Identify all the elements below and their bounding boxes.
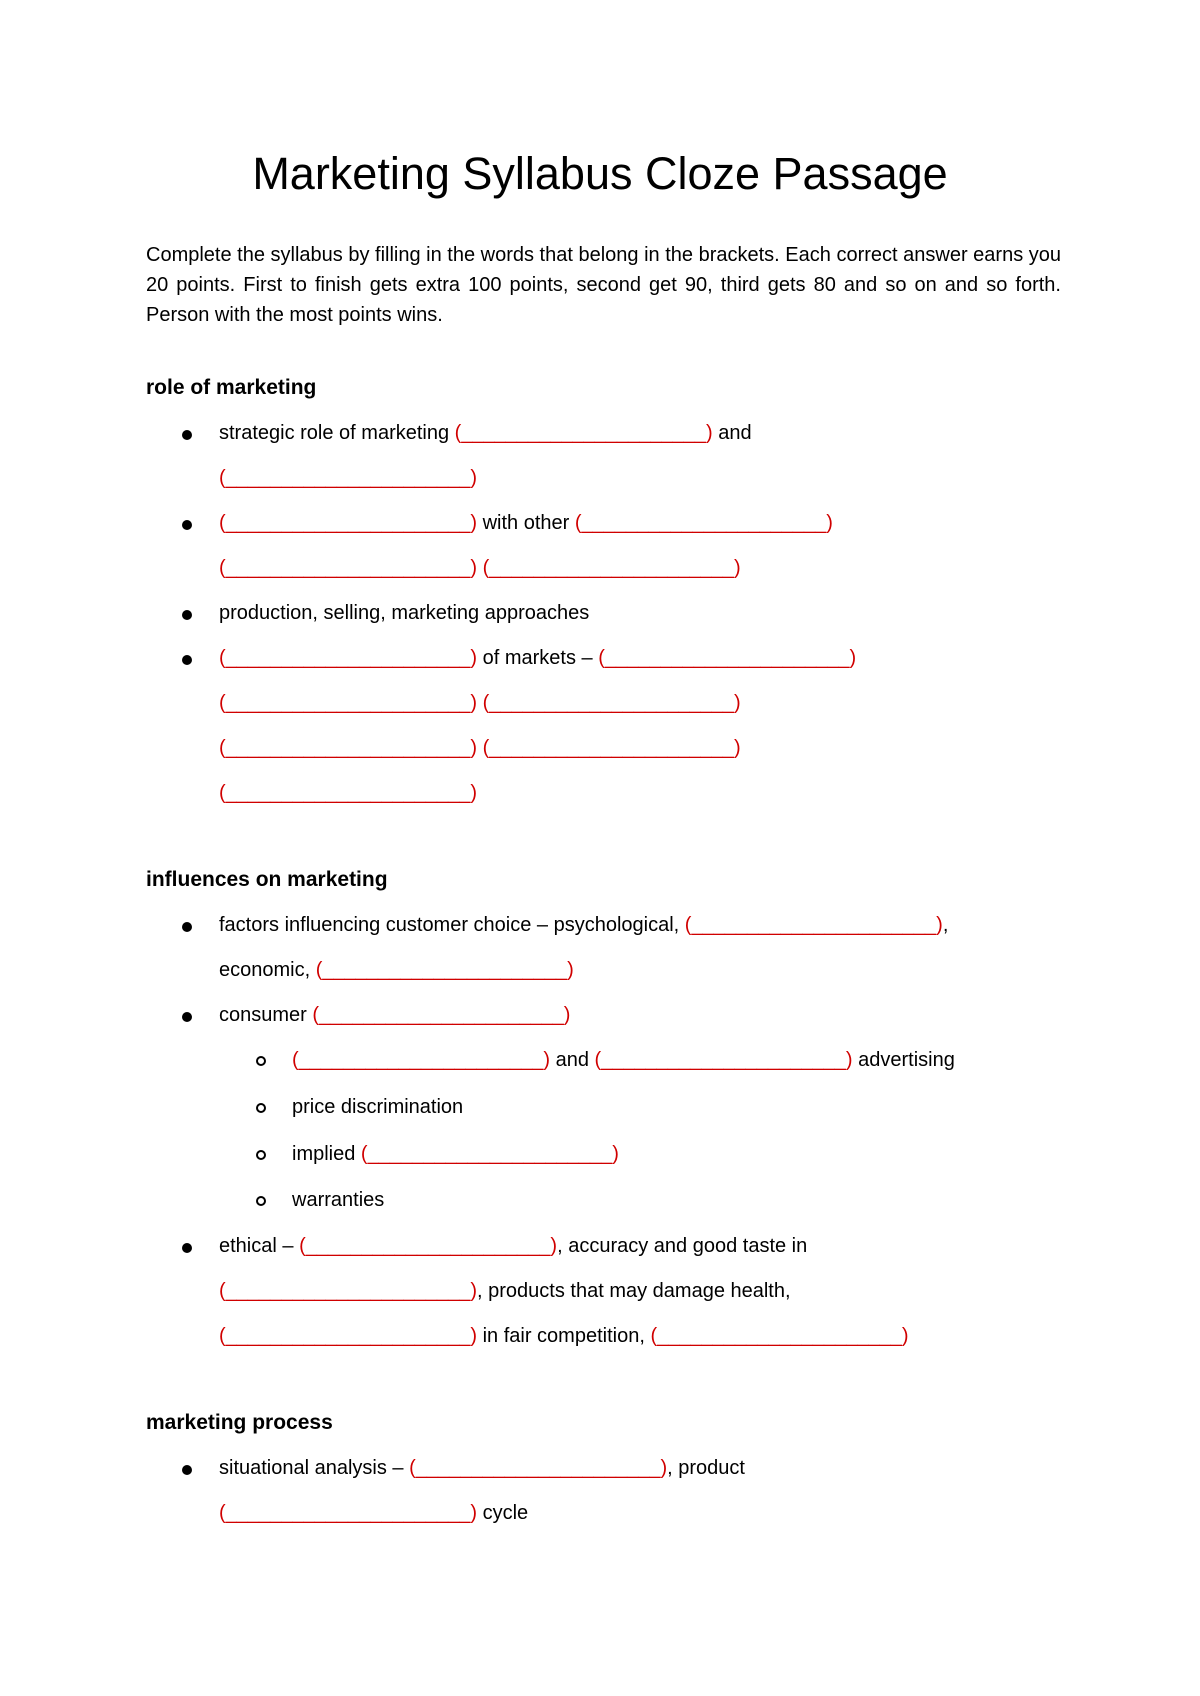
blank-bracket[interactable]: (______________________) xyxy=(312,1004,571,1026)
blank-bracket[interactable]: (______________________) xyxy=(315,959,574,981)
sub-bullet-icon xyxy=(256,1103,266,1113)
bullet-icon xyxy=(182,922,192,932)
blank-bracket[interactable]: (______________________) xyxy=(454,422,713,444)
bullet-icon xyxy=(182,1465,192,1475)
blank-bracket[interactable]: (______________________) xyxy=(482,692,741,714)
blank-bracket[interactable]: (______________________) xyxy=(219,1502,478,1524)
blank-bracket[interactable]: (______________________) xyxy=(299,1235,558,1257)
bullet-icon xyxy=(182,430,192,440)
bullet-icon xyxy=(182,655,192,665)
blank-bracket[interactable]: (______________________) xyxy=(482,737,741,759)
sub-list-item: price discrimination xyxy=(292,1096,464,1118)
blank-bracket[interactable]: (______________________) xyxy=(594,1049,853,1071)
list-item: production, selling, marketing approaches xyxy=(219,602,590,624)
list-item: situational analysis – (______________________), product xyxy=(219,1457,745,1479)
list-item: strategic role of marketing (______________________) and xyxy=(219,422,752,444)
list-item: (______________________) of markets – (______________________) xyxy=(219,647,857,669)
list-item-continuation: (______________________) cycle xyxy=(219,1502,529,1524)
section-heading-role-of-marketing: role of marketing xyxy=(146,376,317,399)
list-item: factors influencing customer choice – psychological, (______________________), xyxy=(219,914,949,936)
blank-bracket[interactable]: (______________________) xyxy=(219,467,478,489)
sub-list-item: implied (______________________) xyxy=(292,1143,619,1165)
list-item-continuation xyxy=(219,782,477,805)
blank-bracket[interactable]: (______________________) xyxy=(292,1049,551,1071)
instructions-paragraph: Complete the syllabus by filling in the words that belong in the brackets. Each correct answer earns you 20 points. First to finish gets extra 100 points, second get 90, third gets 80 and so on and so forth. Person with the most points wins. xyxy=(146,244,1061,326)
sub-list-item: warranties xyxy=(292,1189,385,1211)
blank-bracket[interactable]: (______________________) xyxy=(684,914,943,936)
bullet-icon xyxy=(182,1012,192,1022)
sub-bullet-icon xyxy=(256,1056,266,1066)
sub-bullet-icon xyxy=(256,1150,266,1160)
list-item-continuation: (______________________) in fair competition, (______________________) xyxy=(219,1325,909,1347)
section-heading-influences-on-marketing: influences on marketing xyxy=(146,868,388,891)
blank-bracket[interactable]: (______________________) xyxy=(219,1280,478,1302)
blank-bracket[interactable]: (______________________) xyxy=(574,512,833,534)
blank-bracket[interactable]: (______________________) xyxy=(219,692,478,714)
blank-bracket[interactable]: (______________________) xyxy=(219,1325,478,1347)
list-item-continuation xyxy=(219,467,477,490)
sub-list-item: (______________________) and (______________________) advertising xyxy=(292,1049,955,1071)
sub-bullet-icon xyxy=(256,1196,266,1206)
section-heading-marketing-process: marketing process xyxy=(146,1411,333,1434)
list-item-continuation xyxy=(219,557,741,580)
list-item-continuation xyxy=(219,737,741,760)
list-item: ethical – (______________________), accuracy and good taste in xyxy=(219,1235,808,1257)
list-item: consumer (______________________) xyxy=(219,1004,571,1026)
blank-bracket[interactable]: (______________________) xyxy=(219,512,478,534)
blank-bracket[interactable]: (______________________) xyxy=(219,557,478,579)
blank-bracket[interactable]: (______________________) xyxy=(650,1325,909,1347)
list-item: (______________________) with other (______________________) xyxy=(219,512,833,534)
blank-bracket[interactable]: (______________________) xyxy=(219,782,478,804)
list-item-continuation: economic, (______________________) xyxy=(219,959,574,981)
bullet-icon xyxy=(182,1243,192,1253)
blank-bracket[interactable]: (______________________) xyxy=(598,647,857,669)
bullet-icon xyxy=(182,610,192,620)
list-item-continuation xyxy=(219,692,741,715)
blank-bracket[interactable]: (______________________) xyxy=(219,647,478,669)
page-title: Marketing Syllabus Cloze Passage xyxy=(252,148,948,199)
list-item-continuation: (______________________), products that may damage health, xyxy=(219,1280,791,1302)
bullet-icon xyxy=(182,520,192,530)
blank-bracket[interactable]: (______________________) xyxy=(360,1143,619,1165)
blank-bracket[interactable]: (______________________) xyxy=(409,1457,668,1479)
blank-bracket[interactable]: (______________________) xyxy=(219,737,478,759)
blank-bracket[interactable]: (______________________) xyxy=(482,557,741,579)
